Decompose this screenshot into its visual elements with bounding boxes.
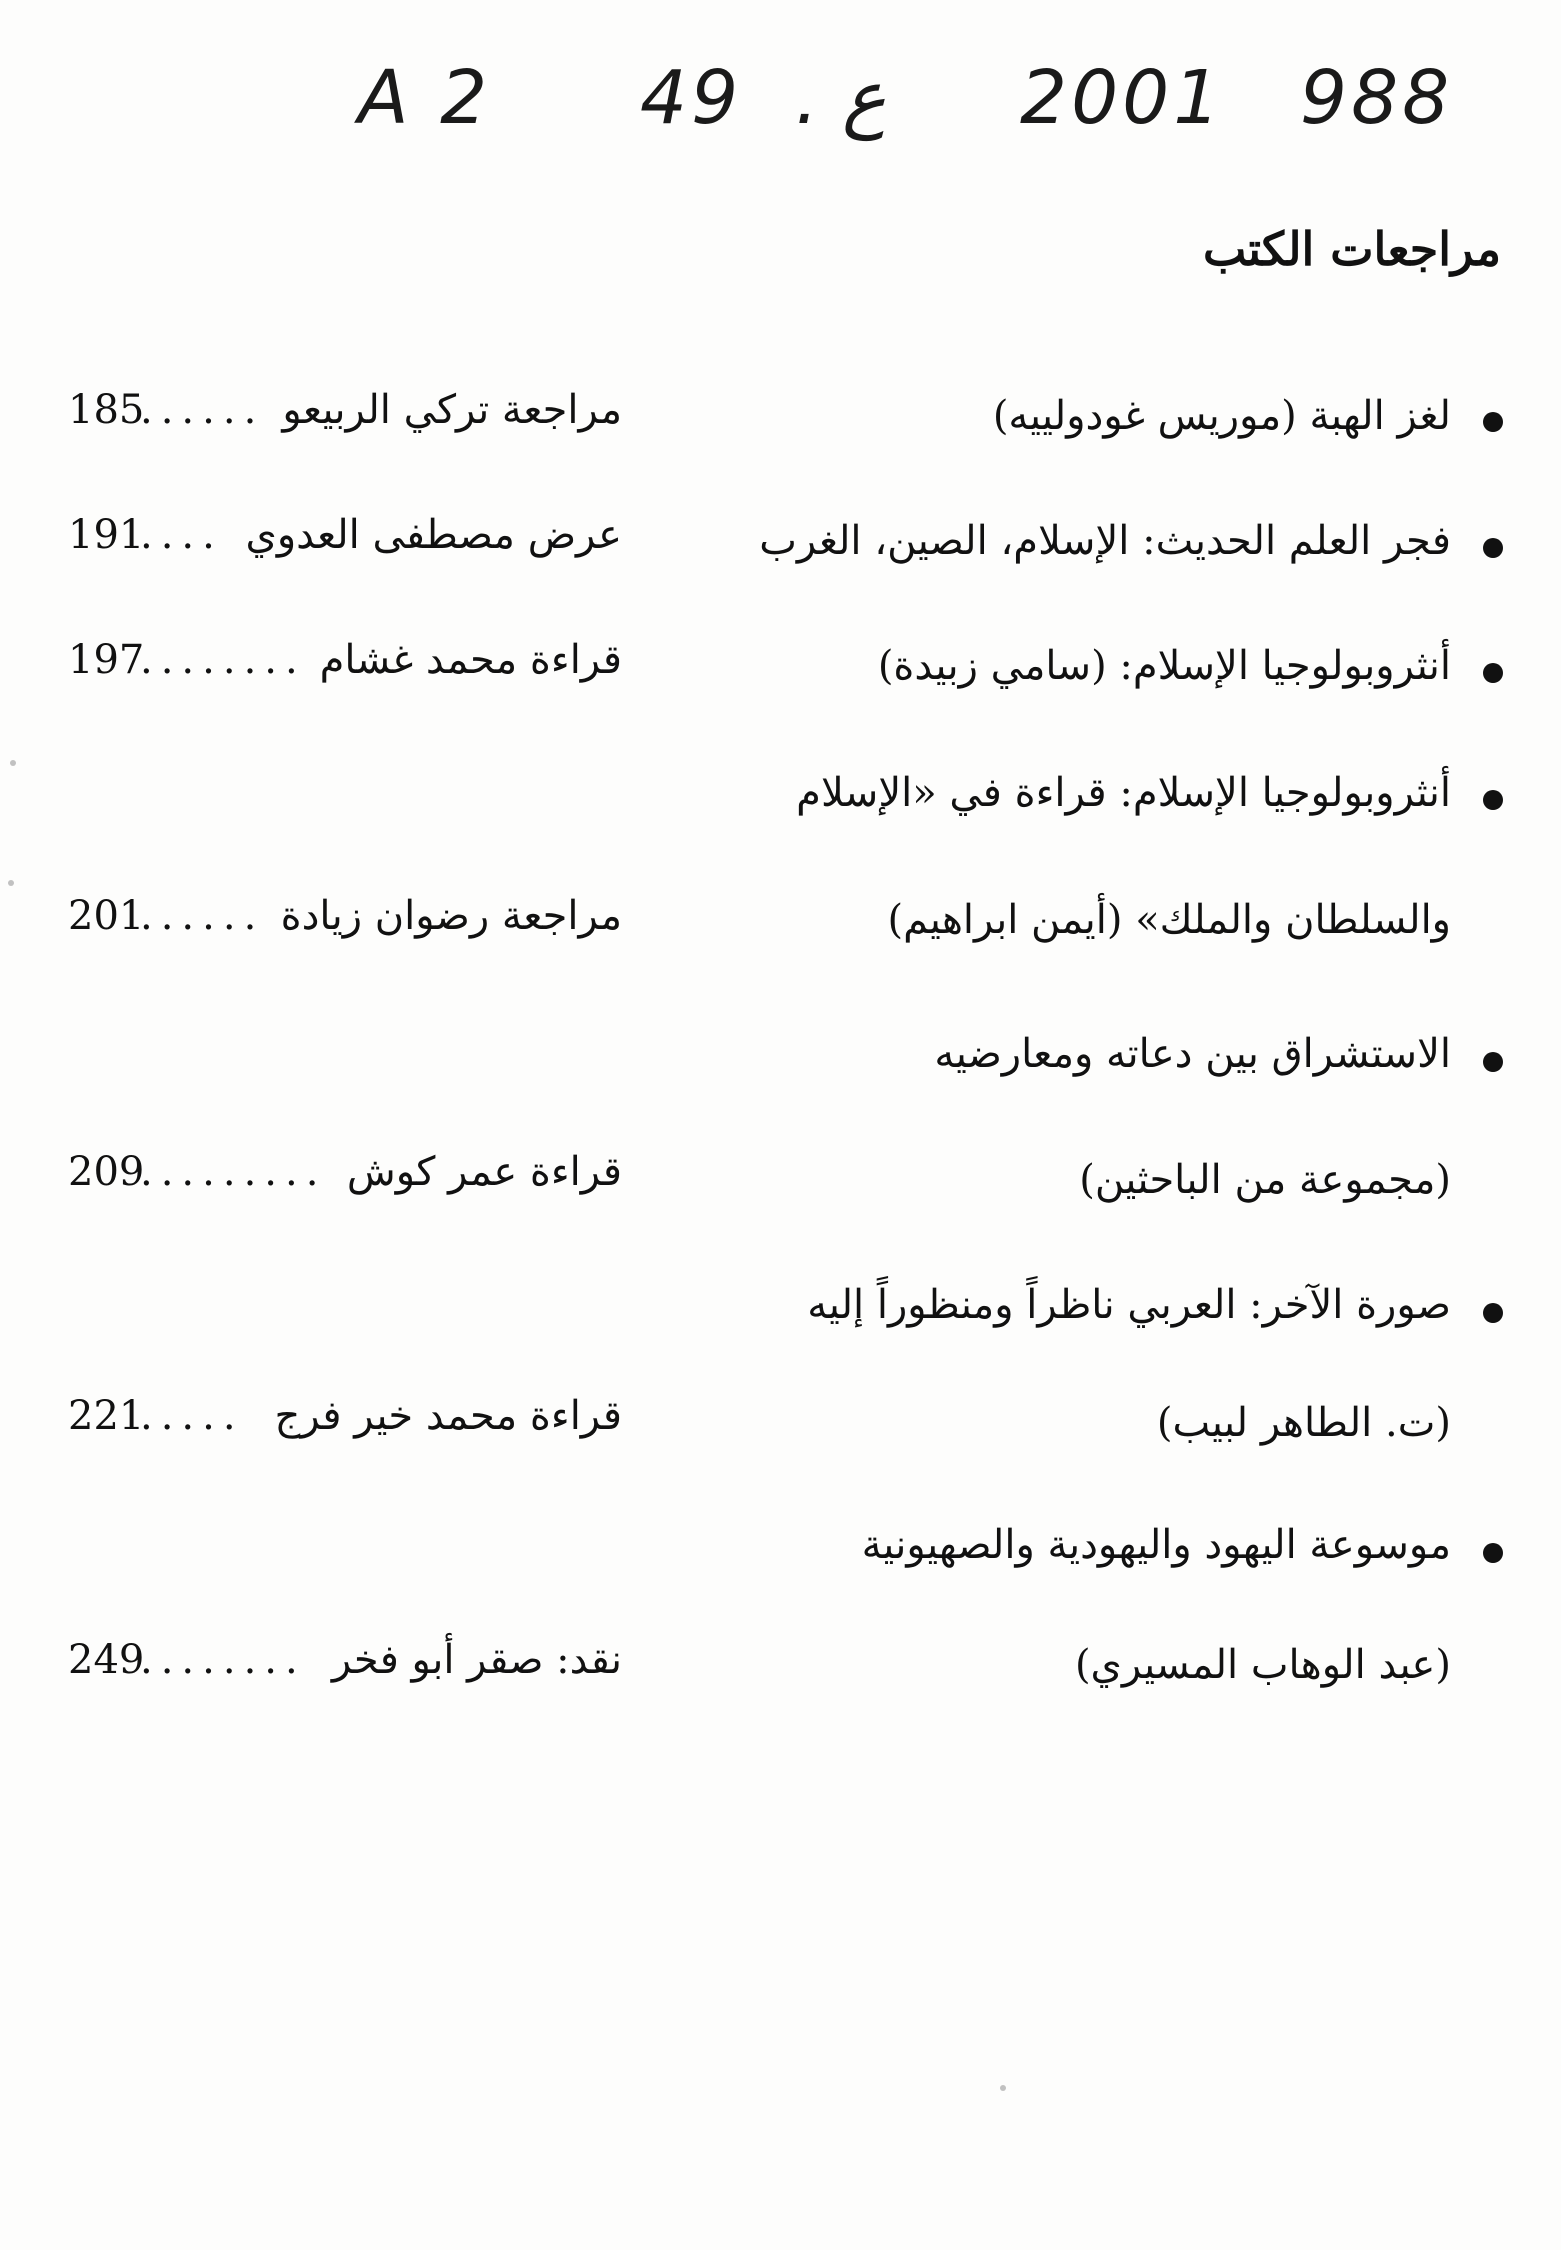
entry-leader-dots: ........ bbox=[140, 1637, 306, 1683]
entry-page-number: 249 bbox=[68, 1637, 145, 1683]
entry-leader-dots: .... bbox=[140, 512, 223, 558]
entry-page-number: 185 bbox=[68, 387, 145, 433]
entry-title-line: صورة الآخر: العربي ناظراً ومنظوراً إليه bbox=[807, 1282, 1451, 1328]
entry-reviewer: عرض مصطفى العدوي bbox=[245, 512, 622, 558]
handwritten-ref-part: 988 bbox=[1300, 55, 1454, 141]
entry-reviewer: نقد: صقر أبو فخر bbox=[331, 1637, 622, 1683]
scan-speck bbox=[10, 760, 16, 766]
entry-title-line: أنثروبولوجيا الإسلام: (سامي زبيدة) bbox=[877, 643, 1451, 689]
entry-title-line: (مجموعة من الباحثين) bbox=[1079, 1157, 1451, 1203]
entry-leader-dots: ........ bbox=[140, 637, 306, 683]
entry-page-number: 191 bbox=[68, 512, 145, 558]
bullet-icon bbox=[1483, 412, 1503, 432]
entry-leader-dots: ...... bbox=[140, 893, 265, 939]
entry-reviewer: قراءة محمد خير فرج bbox=[274, 1393, 622, 1439]
entry-leader-dots: ...... bbox=[140, 387, 265, 433]
scan-speck bbox=[1000, 2085, 1006, 2091]
handwritten-ref-part: A 2 bbox=[358, 55, 492, 141]
entry-reviewer: مراجعة رضوان زيادة bbox=[280, 893, 622, 939]
handwritten-ref-part: . ع bbox=[795, 55, 887, 141]
section-title: مراجعات الكتب bbox=[1202, 222, 1501, 276]
entry-title-line: أنثروبولوجيا الإسلام: قراءة في «الإسلام bbox=[796, 770, 1451, 816]
entry-title-line: والسلطان والملك» (أيمن ابراهيم) bbox=[887, 897, 1451, 943]
entry-title-line: الاستشراق بين دعاته ومعارضيه bbox=[934, 1031, 1451, 1077]
bullet-icon bbox=[1483, 1303, 1503, 1323]
entry-page-number: 197 bbox=[68, 637, 145, 683]
entry-title-line: (عبد الوهاب المسيري) bbox=[1074, 1642, 1451, 1688]
entry-page-number: 201 bbox=[68, 893, 145, 939]
entry-reviewer: مراجعة تركي الربيعو bbox=[282, 387, 622, 433]
scan-speck bbox=[8, 880, 14, 886]
handwritten-ref-part: 49 bbox=[640, 55, 743, 141]
entry-title-line: فجر العلم الحديث: الإسلام، الصين، الغرب bbox=[759, 518, 1451, 564]
entry-page-number: 209 bbox=[68, 1149, 145, 1195]
entry-reviewer: قراءة محمد غشام bbox=[319, 637, 622, 683]
entry-leader-dots: ......... bbox=[140, 1149, 327, 1195]
entry-page-number: 221 bbox=[68, 1393, 145, 1439]
entry-title-line: موسوعة اليهود واليهودية والصهيونية bbox=[861, 1522, 1451, 1568]
entry-title-line: لغز الهبة (موريس غودولييه) bbox=[992, 393, 1451, 439]
bullet-icon bbox=[1483, 538, 1503, 558]
bullet-icon bbox=[1483, 1543, 1503, 1563]
bullet-icon bbox=[1483, 663, 1503, 683]
handwritten-ref-part: 2001 bbox=[1020, 55, 1225, 141]
bullet-icon bbox=[1483, 790, 1503, 810]
bullet-icon bbox=[1483, 1052, 1503, 1072]
entry-leader-dots: ..... bbox=[140, 1393, 244, 1439]
entry-title-line: (ت. الطاهر لبيب) bbox=[1156, 1400, 1451, 1446]
entry-reviewer: قراءة عمر كوش bbox=[346, 1149, 622, 1195]
